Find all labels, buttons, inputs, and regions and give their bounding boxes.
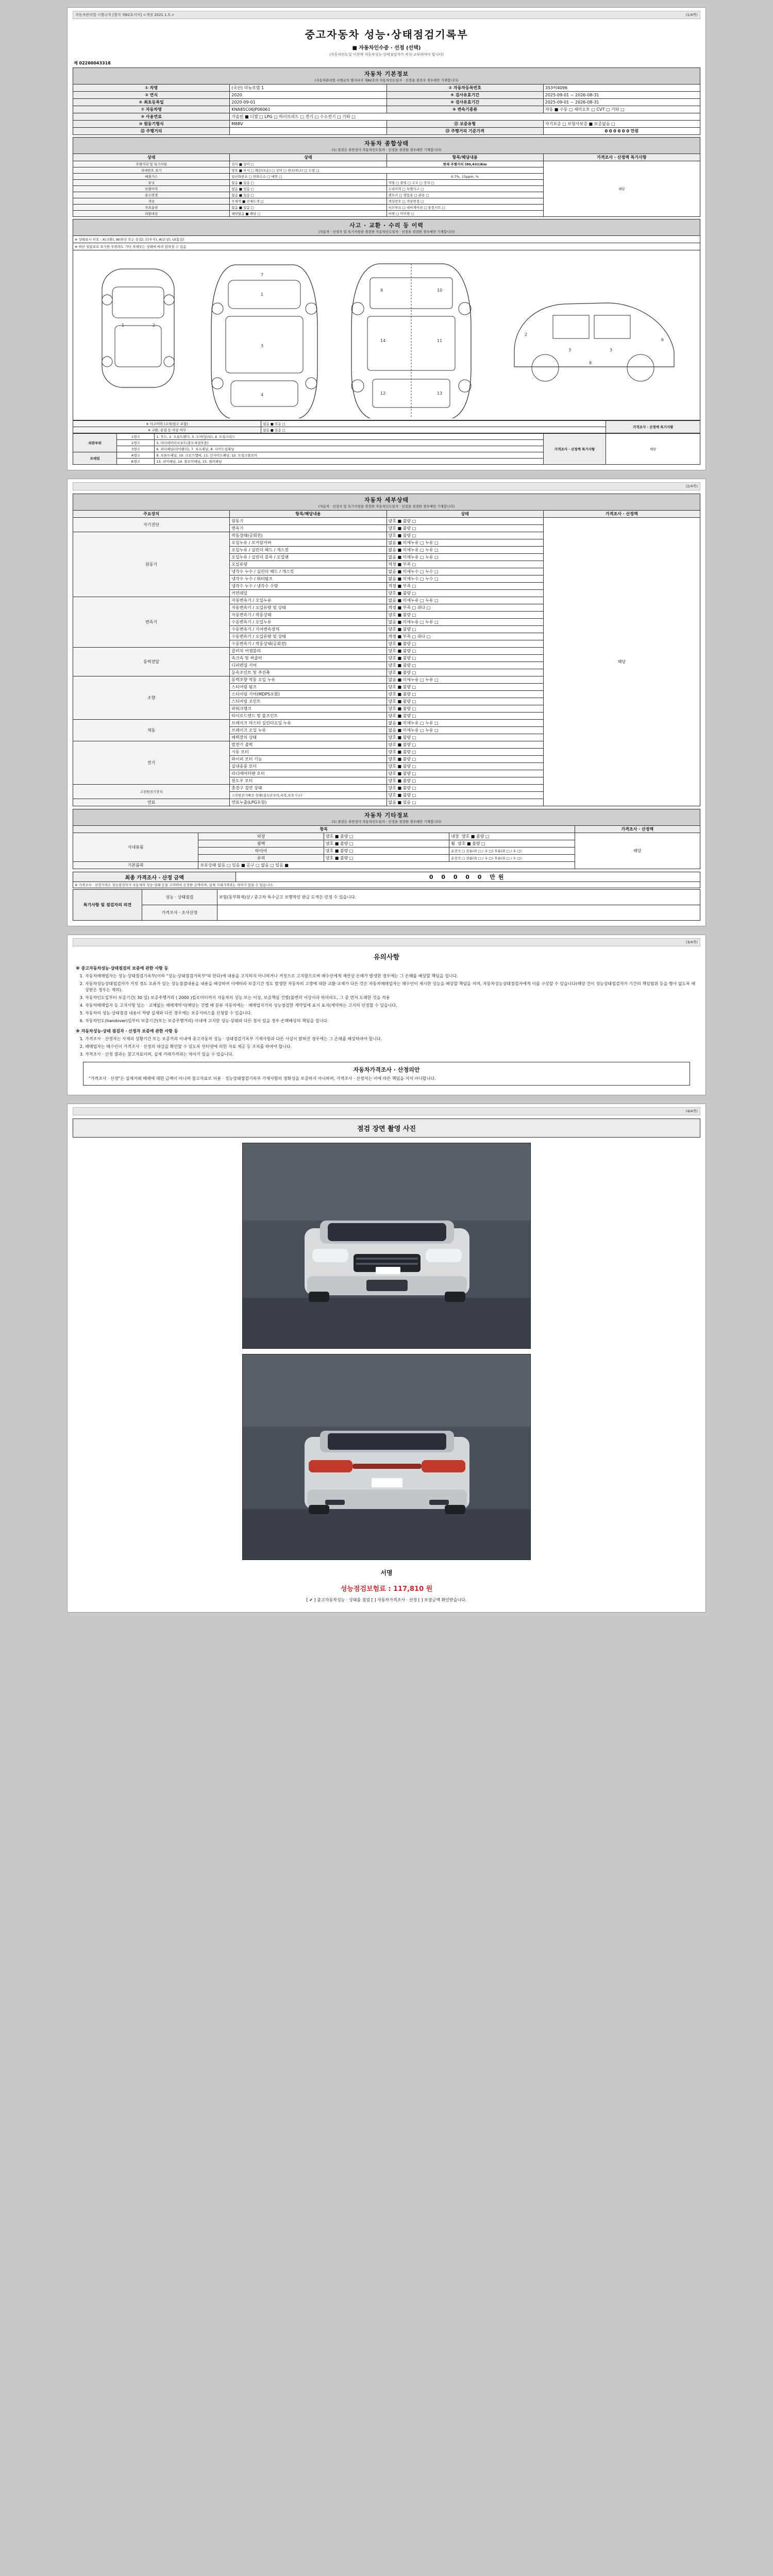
detail-item: 발전기 출력: [230, 741, 386, 749]
field-label: ⑨ 사용연료: [73, 113, 230, 121]
detail-state: 양호 ■ 불량 □: [386, 777, 543, 785]
detail-state: 양호 ■ 불량 □: [386, 590, 543, 597]
svg-text:2: 2: [525, 332, 528, 337]
etc-row-label: 외장: [198, 833, 324, 840]
insurance-fee: [73, 1580, 700, 1596]
accident-answer: 없음 ■ 있음 □: [261, 421, 606, 427]
row-label: 용도변경: [73, 192, 230, 198]
insurance-fee-value: 117,810 원: [393, 1585, 433, 1593]
svg-text:8: 8: [589, 361, 592, 365]
detail-state: 적정 ■ 부족 □ 과다 □: [386, 604, 543, 612]
accident-header: 사고 · 교환 · 수리 등 이력 (자동차 · 선정자 및 특기사항을 점검한 자동차인도일자 · 선정을 점검한 경우에만 기재합니다): [73, 219, 700, 236]
etc-col-right: 가격조사 · 산정액: [575, 826, 700, 833]
car-top-view: [211, 265, 317, 418]
row-items: 없음 ■ 있음 □: [230, 180, 386, 186]
detail-item: 냉각수 누수 / 냉각수 수량: [230, 583, 386, 590]
final-price-value: 0 0 0 0 0 만원: [236, 872, 700, 882]
accident-note-2: ※ 하단 일람표로 표기한 부위라도 기타 차체부는 상태에 따라 달라질 수 있음: [73, 243, 700, 250]
detail-item: 클러치 어셈블리: [230, 648, 386, 655]
guide-title: 유의사항: [373, 954, 400, 961]
car-side-view: [514, 303, 674, 381]
detail-item: 수동변속기 / 작동상태(공회전): [230, 640, 386, 648]
svg-text:14: 14: [380, 338, 386, 343]
detail-item: 배력장치 상태: [230, 734, 386, 741]
detail-state: 양호 ■ 불량 □: [386, 792, 543, 799]
detail-state: 양호 ■ 불량 □: [386, 669, 543, 676]
detail-state: 양호 ■ 불량 □: [386, 655, 543, 662]
field-label: ⑬ 주행거리 기준가격: [386, 128, 543, 135]
basic-items-value: 보유상태 없음 □ 있음 ■ 공구 □ 없음 □ 있음 ■: [198, 862, 575, 869]
detail-item: 자동변속기 / 작동상태: [230, 612, 386, 619]
detail-state: 양호 ■ 불량 □: [386, 640, 543, 648]
row-items: 무채색 ■ 전체도색 □: [230, 198, 386, 205]
row-label: 차대번호 표기: [73, 167, 230, 174]
field-label: ① 차명: [73, 84, 230, 92]
etc-row-label: 광택: [198, 840, 324, 848]
page4-topbar: [73, 1107, 700, 1115]
legend-right-value: 해당: [606, 434, 700, 465]
photos-title: 점검 장면 촬영 사진: [73, 1118, 700, 1138]
detail-state: 양호 ■ 불량 □: [386, 518, 543, 525]
field-value: 가솔린 ■ 디젤 □ LPG □ 하이브리드 □ 전기 □ 수소전기 □ 기타 □: [230, 113, 700, 121]
detail-item: 브레이크 마스터 실린더오일 누유: [230, 720, 386, 727]
page-3: [67, 935, 706, 1095]
detail-state: 양호 ■ 불량 □: [386, 525, 543, 532]
field-value: 2025-09-01 ~ 2026-08-31: [543, 99, 700, 106]
page1-number: (1/4쪽): [685, 13, 698, 17]
detail-item: 실내송풍 모터: [230, 763, 386, 770]
detail-item: 와이퍼 모터 기능: [230, 756, 386, 763]
page3-number: (3/4쪽): [685, 940, 698, 944]
legend-label: 외판부위: [73, 434, 117, 452]
row-label: 특별이력: [73, 186, 230, 192]
car-damage-diagram: [73, 250, 700, 420]
page4-number: (4/4쪽): [685, 1109, 698, 1113]
detail-item: 오일누유 / 실린더 블록 / 오일팬: [230, 554, 386, 561]
etc-row-label: 타이어: [198, 848, 324, 855]
guide-item: 2. 자동차성능상태점검자가 거짓 정도 오류가 있는 성능점검내용을 내용을 배상하여 이에따라 보증기간 정도 발생한 자동차의 고장에 대한 교환·교체가 다른 것은 자동차매매업자는 매수인이 제시한 성능을 배상할 책임을 지며, 자동차성능상태점검자에게 이를 구상할 수 있습니다(해당 건이 성능상태점검자가 기간의 책임범위 등을 행사 없도록 배상받은 경우는 제외).: [85, 981, 697, 993]
accident-history-table: [73, 219, 700, 236]
detail-item: 스티어링 조인트: [230, 698, 386, 705]
detail-state: 없음 ■ 미세누수 □ 누수 □: [386, 575, 543, 583]
guide-item: 4. 자동차매매업자 등 고지사항 있는 · 교체없는 매매계약서(해당는 건별 배 분류 자동차에는 · 매매업자가의 성능점검한 계약일에 표지 표지(계약하는 고지의 인정할 수 있습니다.: [85, 1003, 697, 1009]
row-items: 검사 ■ 상이 □: [230, 161, 386, 167]
guide-list-1: [85, 973, 697, 1024]
detail-item: 스티어링 펌프: [230, 684, 386, 691]
inspection-photo-front: [242, 1143, 531, 1349]
legend-items: 9. 프론트패널, 10. 크로스멤버, 11. 인사이드패널, 12. 트렁크플로어: [155, 452, 544, 459]
special-notes-table: [73, 889, 700, 921]
group-label: 원동기: [73, 532, 230, 597]
detail-item: 자동변속기 / 오일누유: [230, 597, 386, 604]
col-state: 상태: [73, 154, 230, 161]
final-price-label: 최종 가격조사 · 산정 금액: [73, 872, 236, 882]
detail-state: 양호 ■ 불량 □: [386, 741, 543, 749]
detail-item: 브레이크 오일 누유: [230, 727, 386, 734]
detail-state: 양호 ■ 불량 □: [386, 532, 543, 539]
detail-item: 디퍼렌셜 기어: [230, 662, 386, 669]
detail-item: 수동변속기 / 오일누유: [230, 619, 386, 626]
etc-row-label: 유리: [198, 855, 324, 862]
field-label: ④ 검사유효기간: [386, 92, 543, 99]
photo-rear-svg: [243, 1354, 531, 1560]
etc-row-detail: 운전석 □ 전륜(좌 □ / 우 □) 후륜(좌 □ / 우 □): [449, 855, 575, 862]
detail-item: 연료누출(LPG포함): [230, 799, 386, 806]
field-value: M8RV: [230, 121, 386, 128]
row-label: 리콜대상: [73, 211, 230, 217]
row-label: 주요옵션: [73, 205, 230, 211]
col-item: 항목/해당내용: [230, 511, 386, 518]
frame-label: 프레임: [73, 452, 117, 465]
legend-rank: B랭크: [117, 459, 155, 465]
guide-item: 2. 매매업자는 매수인이 가격조사 · 산정의 대상을 확인할 수 있도록 인터넷에 의한 자료 제공 등 조치를 하여야 합니다.: [85, 1044, 697, 1050]
svg-text:10: 10: [437, 288, 443, 293]
row-detail: 이행 □ 미이행 □: [386, 211, 543, 217]
simple-repair-question: ※ 교환, 용접 등 이상 여부: [73, 427, 261, 433]
accident-summary-table: [73, 420, 700, 433]
field-value: 0 0 0 0 0 0 만원: [543, 128, 700, 135]
detail-item: 속크속 및 써클러: [230, 655, 386, 662]
guide-body: [73, 965, 700, 1058]
row-detail: 색상번호 □ 색상변경 □: [386, 198, 543, 205]
page2-topbar: [73, 482, 700, 490]
etc-row-state: 양호 ■ 불량 □: [324, 848, 449, 855]
col-items: 상태: [230, 154, 386, 161]
svg-text:12: 12: [380, 391, 386, 396]
etc-row-detail: 운전석 □ 전륜(좌 □ / 우 □) 후륜(좌 □ / 우 □): [449, 848, 575, 855]
group-label: 전기: [73, 741, 230, 785]
row-detail: 서브루프 □ 내비게이션 □ 통풍시트 □: [386, 205, 543, 211]
form-reference: 자동차관리법 시행규칙 [별지 제82호서식] <개정 2021.1.5.>: [75, 13, 175, 17]
row-detail: 적법 □ 불법 □ 구조 □ 장치 □: [386, 180, 543, 186]
parts-legend-table: [73, 433, 700, 465]
price-survey-notice-text: "가격조사 · 산정"은 실제거래 매매에 대한 금액이 아니며 참고자료로 이용 · 성능상태점검기록부 기재사항의 정확성을 보증하지 아니하며, 가격조사 · 산정자는 이에 따른 책임을 지지 아니합니다.: [89, 1076, 436, 1081]
page-2: [67, 479, 706, 926]
legend-rank: 3랭크: [117, 446, 155, 452]
etc-col-state: 항목: [73, 826, 575, 833]
legend-rank: 2랭크: [117, 440, 155, 446]
special-notes-label: 특기사항 및 점검자의 의견: [73, 890, 142, 921]
svg-text:3: 3: [261, 344, 264, 348]
car-front-view: [102, 269, 174, 387]
field-label: ⑦ 자동차명: [73, 106, 230, 113]
detail-item: 원동기: [230, 518, 386, 525]
row-label: 튜닝: [73, 180, 230, 186]
field-value: 2020: [230, 92, 386, 99]
field-value: (국산) 더뉴모델 1: [230, 84, 386, 92]
legend-rank: 1랭크: [117, 434, 155, 440]
car-diagram-svg: [76, 253, 700, 418]
guide-h2: ※ 자동차성능·상태 점검자 · 산정자 보증에 관한 사항 등: [76, 1029, 178, 1033]
detail-item: 파워크랭크: [230, 705, 386, 713]
field-value: 353허4096: [543, 84, 700, 92]
detail-state: 양호 ■ 불량 □: [386, 785, 543, 792]
detail-state: 양호 ■ 불량 □: [386, 734, 543, 741]
detail-state: 없음 ■ 미세누유 □ 누유 □: [386, 619, 543, 626]
detail-state: 양호 ■ 불량 □: [386, 662, 543, 669]
row-items: 일산화탄소 □ 탄화수소 □ 매연 □: [230, 174, 386, 180]
opt-label-1: 성능 · 상태점검: [142, 890, 217, 905]
field-value: 2020-09-01: [230, 99, 386, 106]
field-label: ⑥ 검사유효기간: [386, 99, 543, 106]
page-title: 중고자동차 성능·상태점검기록부: [305, 28, 468, 41]
detail-state: 없음 ■ 미세누유 □ 누유 □: [386, 727, 543, 734]
detail-item: 커먼레일: [230, 590, 386, 597]
detail-state: 양호 ■ 불량 □: [386, 770, 543, 777]
svg-text:3: 3: [568, 348, 572, 352]
detail-state: 양호 ■ 불량 □: [386, 691, 543, 698]
detail-item: 자동변속기 / 오일유량 및 상태: [230, 604, 386, 612]
opt-value-1: 보험(동부화재)상 / 중고차 특수금고 보행적인 판금 도색은 인정 수 있습니다.: [217, 890, 700, 905]
basic-info-header: 자동차 기본정보 (자동차관리법 시행규칙 별지서식 제82호의 자동차인도일자 · 선정을 점검자 경우에만 기재합니다): [73, 68, 700, 84]
legend-rank: A랭크: [117, 452, 155, 459]
legend-items: 5. 라디에이터서포트(볼트체결부품): [155, 440, 544, 446]
detail-state: 없음 ■ 있음 □: [386, 799, 543, 806]
etc-group-label: 사내용품: [73, 833, 198, 862]
field-value: 자기보증 □ 보험사보증 ■ 보증없음 □: [543, 121, 700, 128]
etc-header: 자동차 기타정보 (1) 점검은 육안검사 자동차인도일자 · 선정을 점검한 경우에만 기재합니다): [73, 809, 700, 826]
svg-text:6: 6: [661, 337, 664, 342]
group-label: 제동: [73, 720, 230, 741]
final-price-note: ※ 가격조사 · 산정가격은 성능점검자가 자동차의 성능·상태 등을 고려하여 산정한 금액이며, 실제 거래가격과는 차이가 있을 수 있습니다.: [73, 882, 700, 888]
group-label: 변속기: [73, 597, 230, 648]
field-label: ② 자동차등록번호: [386, 84, 543, 92]
detail-item: 동력조향 작동 오일 누유: [230, 676, 386, 684]
col-state: 상태: [386, 511, 543, 518]
guide-item: 5. 자동차의 성능·상태점검 내용이 차량 실제와 다른 경우에는 보증서비스를 신청할 수 있습니다.: [85, 1010, 697, 1016]
detail-state: 없음 ■ 미세누유 □ 누유 □: [386, 547, 543, 554]
photo-front-svg: [243, 1143, 531, 1349]
accident-right-label: 가격조사 · 산정액 특기사항: [606, 421, 700, 433]
detail-header: 자동차 세부상태 (자동차 · 선정자 및 특기사항을 점검한 자동차인도일자 · 선정을 점검한 경우에만 기재합니다): [73, 494, 700, 511]
row-right: 해당: [543, 161, 700, 217]
col-right: 가격조사 · 산정액 특기사항: [543, 154, 700, 161]
basic-items-label: 기본품목: [73, 862, 198, 869]
detail-state-table: [73, 494, 700, 806]
detail-item: 변속기: [230, 525, 386, 532]
etc-row-state: 양호 ■ 불량 □: [324, 833, 449, 840]
svg-text:1: 1: [122, 323, 125, 328]
svg-text:11: 11: [437, 338, 443, 343]
detail-state: 없음 ■ 미세누유 □ 누유 □: [386, 539, 543, 547]
etc-row-detail: 내장 양호 ■ 불량 □: [449, 833, 575, 840]
detail-item: 냉각수 누수 / 실린더 헤드 / 개스킷: [230, 568, 386, 575]
legend-items: 1. 후드, 2. 프론트펜더, 3. 도어(앞/뒤), 4. 트렁크리드: [155, 434, 544, 440]
inspection-photo-rear: [242, 1354, 531, 1560]
car-under-view: [351, 264, 471, 418]
detail-item: 작동상태(공회전): [230, 532, 386, 539]
field-value: KNA85C06JP06061: [230, 106, 386, 113]
page3-topbar: [73, 938, 700, 946]
row-detail: 수리이력 □ 특별사고 □: [386, 186, 543, 192]
detail-item: 오일유량: [230, 561, 386, 568]
detail-state: 없음 ■ 미세누유 □ 누유 □: [386, 676, 543, 684]
detail-state: 적정 ■ 부족 □: [386, 561, 543, 568]
final-price-table: [73, 872, 700, 888]
overall-header: 자동차 종합상태 (1) 점검은 육안검사 자동차인도일자 · 선정을 점검한 경우에만 기재합니다): [73, 138, 700, 154]
signature-title: 서명: [380, 1569, 393, 1577]
guide-h1: ※ 중고자동차성능·상태점검의 보증에 관한 사항 등: [76, 966, 169, 971]
opt-value-2: [217, 905, 700, 921]
etc-info-table: [73, 809, 700, 869]
row-detail: 현재 주행거리 (80,431)Km: [386, 161, 543, 167]
guide-item: 1. 가격조사 · 산정자는 사체의 상황기간 또는 보증거리 이내에 중고자동차 성능 · 상태점검기록부 기재사항과 다른 사실이 밝혀진 경우에는 그 손해를 배상하여야 합니다.: [85, 1036, 697, 1042]
detail-item: 타이로드엔드 및 볼조인트: [230, 713, 386, 720]
group-label: 조향: [73, 676, 230, 720]
accident-question: ※ 사고이력 (교차/침수 포함): [73, 421, 261, 427]
accident-note-1: ※ 상태표시 부호 : X(교환), W(판금 또는 용접), C(부식), A(손상), U(흠집): [73, 236, 700, 243]
detail-price: 해당: [543, 518, 700, 806]
field-value: 2025-09-01 ~ 2026-08-31: [543, 92, 700, 99]
group-label: 고전원전기장치: [73, 785, 230, 799]
signature-footer: [ ✔ ] 중고자동차성능 · 상태를 점검 [ ] 자동차가격조사 · 산정 [ ] 보장금액 확인받습니다.: [306, 1598, 467, 1602]
detail-state: 없음 ■ 미세누유 □ 누유 □: [386, 720, 543, 727]
detail-state: 적정 ■ 부족 □ 과다 □: [386, 633, 543, 640]
simple-repair-answer: 없음 ■ 있음 □: [261, 427, 606, 433]
field-label: ⑩ 원동기형식: [73, 121, 230, 128]
doc-subtitle: ■ 자동차인수증 · 선정 (선택): [352, 45, 421, 51]
col-major: 주요장치: [73, 511, 230, 518]
detail-state: 적정 ■ 부족 □: [386, 583, 543, 590]
group-label: 연료: [73, 799, 230, 806]
field-label: ⑪ 보증유형: [386, 121, 543, 128]
detail-item: 시동 모터: [230, 749, 386, 756]
doc-subtitle2: (자동차인도일 이전에 자동차성능·상태점검자가 작성·교부하여야 합니다): [329, 53, 444, 57]
etc-row-state: 양호 ■ 불량 □: [324, 840, 449, 848]
detail-state: 없음 ■ 미세누수 □ 누수 □: [386, 568, 543, 575]
etc-right-value: 해당: [575, 833, 700, 869]
document-number: 제 02260043318: [74, 61, 111, 65]
detail-state: 양호 ■ 불량 □: [386, 648, 543, 655]
legend-items: 13. 리어패널, 14. 플로어패널, 15. 필러패널: [155, 459, 544, 465]
row-label: 색상: [73, 198, 230, 205]
page1-topbar: [73, 11, 700, 19]
field-label: ⑫ 주행거리: [73, 128, 230, 135]
etc-row-state: 양호 ■ 불량 □: [324, 855, 449, 862]
detail-state: 양호 ■ 불량 □: [386, 698, 543, 705]
legend-right-label: 가격조사 · 산정액 특기사항: [543, 434, 606, 465]
etc-row-detail: 휠 양호 ■ 불량 □: [449, 840, 575, 848]
guide-list-2: [85, 1036, 697, 1058]
svg-text:3: 3: [610, 348, 613, 352]
detail-state: 양호 ■ 불량 □: [386, 705, 543, 713]
detail-item: 라디에이터팬 모터: [230, 770, 386, 777]
detail-state: 양호 ■ 불량 □: [386, 684, 543, 691]
row-label: 배출가스: [73, 174, 230, 180]
row-items: 없음 ■ 있음 □: [230, 192, 386, 198]
field-label: ⑤ 최초등록일: [73, 99, 230, 106]
field-value: 자동 ■ 수동 □ 세미오토 □ CVT □ 기타 □: [543, 106, 700, 113]
col-detail: 항목/해당내용: [386, 154, 543, 161]
detail-item: 윈도우 모터: [230, 777, 386, 785]
guide-item: 3. 자동차인도일부터 보증기간( 30 일) 보증주행거리 ( 2000 )킬로미터까지 자동차의 성능 또는 이상, 보증책임 건별(불변의 이상이라 하더라도, 그 중 먼저 도래한 것을 적용: [85, 995, 697, 1001]
legend-items: 6. 쿼터패널(리어펜더), 7. 루프패널, 8. 사이드실패널: [155, 446, 544, 452]
detail-item: 냉각수 누수 / 워터펌프: [230, 575, 386, 583]
guide-item: 3. 가격조사 · 산정 결과는 참고자료이며, 실제 거래가격과는 차이가 있을 수 있습니다.: [85, 1052, 697, 1058]
detail-state: 양호 ■ 불량 □: [386, 749, 543, 756]
price-survey-notice-title: 자동차가격조사 · 산정의안: [353, 1066, 420, 1073]
field-label: ③ 연식: [73, 92, 230, 99]
overall-state-table: [73, 137, 700, 217]
opt-label-2: 가격조사 · 조사산정: [142, 905, 217, 921]
guide-item: 6. 자동차인도(handover)일부터 보증기간(또는 보증주행거리) 이내에 고지한 성능·상태와 다른 점이 있을 경우 손해배상의 책임을 집니다.: [85, 1018, 697, 1024]
svg-text:9: 9: [380, 288, 383, 293]
page-1: [67, 7, 706, 470]
row-detail: 렌트카 □ 영업용 □ 관용 □: [386, 192, 543, 198]
detail-item: 충전구 절연 상태: [230, 785, 386, 792]
row-items: 없음 ■ 있음 □: [230, 205, 386, 211]
price-survey-notice-box: [83, 1062, 690, 1086]
detail-state: 양호 ■ 불량 □: [386, 612, 543, 619]
svg-text:7: 7: [261, 273, 264, 277]
row-items: 양호 ■ 부식 □ 훼손(오손) □ 상이 □ 변조(위조) □ 도말 □: [230, 167, 544, 174]
detail-state: 양호 ■ 불량 □: [386, 713, 543, 720]
row-items: 해당없음 ■ 해당 □: [230, 211, 386, 217]
group-label: 동력전달: [73, 648, 230, 676]
svg-text:2: 2: [153, 323, 156, 328]
svg-text:13: 13: [437, 391, 443, 396]
page2-number: (2/4쪽): [685, 484, 698, 488]
detail-state: 양호 ■ 불량 □: [386, 626, 543, 633]
group-label: 자기진단: [73, 518, 230, 532]
row-items: 없음 ■ 있음 □: [230, 186, 386, 192]
detail-item: 오일누유 / 실린더 헤드 / 개스킷: [230, 547, 386, 554]
basic-info-table: [73, 67, 700, 135]
detail-state: 양호 ■ 불량 □: [386, 756, 543, 763]
detail-item: 수동변속기 / 오일유량 및 상태: [230, 633, 386, 640]
svg-text:1: 1: [261, 292, 264, 297]
svg-text:4: 4: [261, 393, 264, 397]
guide-item: 1. 자동차매매업자는 성능·상태점검기록부(이하 "성능·상태점검기록부"라 한다)에 내용을 고지하지 아니하거나 거짓으로 고지함으로써 매수인에게 재산상 손해가 발생한 경우에는 그 손해를 배상할 책임을 집니다.: [85, 973, 697, 979]
insurance-fee-label: 성능점검보험료 :: [340, 1585, 391, 1593]
row-label: 주행거리 및 특기사항: [73, 161, 230, 167]
detail-item: 고전원전기배선 상태(접속단자의,피복,보호기구): [230, 792, 386, 799]
row-detail: 0.7%, 15ppm, %: [386, 174, 543, 180]
detail-item: 등속조인트 및 추진축: [230, 669, 386, 676]
field-value: [230, 128, 386, 135]
field-label: ⑧ 변속기종류: [386, 106, 543, 113]
detail-state: 양호 ■ 불량 □: [386, 763, 543, 770]
detail-item: 수동변속기 / 기어변속장치: [230, 626, 386, 633]
detail-item: 오일누유 / 로커암커버: [230, 539, 386, 547]
page-4: [67, 1104, 706, 1613]
detail-state: 없음 ■ 미세누유 □ 누유 □: [386, 597, 543, 604]
col-price: 가격조사 · 산정액: [543, 511, 700, 518]
detail-state: 없음 ■ 미세누유 □ 누유 □: [386, 554, 543, 561]
detail-item: 스티어링 기어(MDPS포함): [230, 691, 386, 698]
